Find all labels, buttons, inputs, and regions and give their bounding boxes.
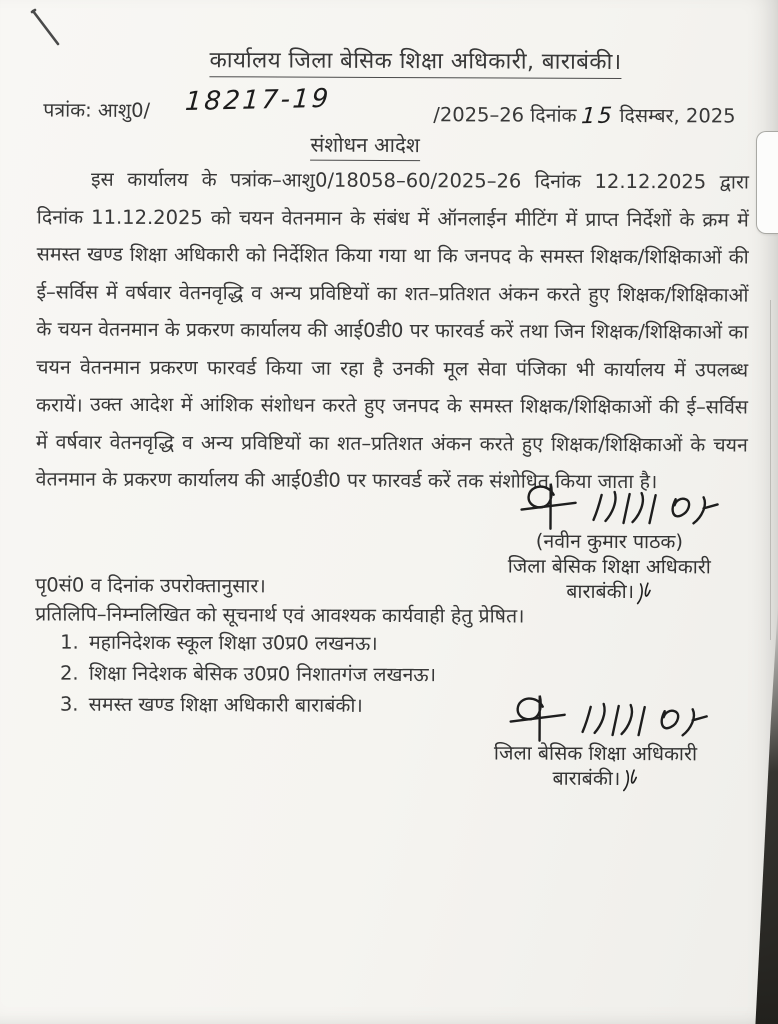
signature-block-2: [460, 688, 730, 793]
recipient-item: 3. समस्त खण्ड शिक्षा अधिकारी बाराबंकी।: [85, 689, 436, 722]
signature-scribble: [477, 476, 741, 529]
scroll-indicator[interactable]: [756, 131, 778, 234]
page-edge-line: [770, 300, 771, 640]
office-header: [71, 43, 759, 77]
body-paragraph-2: उक्त आदेश में आंशिक संशोधन करते हुए जनपद के समस्त शिक्षक/शिक्षिकाओं की ई–सर्विस में वर्षवार वेतनवृद्धि व अन्य प्रविष्टियों का शत–प्रतिशत अंकन करते हुए शिक्षक/शिक्षिकाओं के चयन वेतनमान के प्रकरण कार्यालय की आई0डी0 पर फारवर्ड करें तक संशोधित किया जाता है।: [35, 392, 749, 494]
signatory-place: बाराबंकी।: [566, 579, 635, 604]
letter-day-handwritten: 15: [580, 103, 616, 130]
recipient-item: 1. महानिदेशक स्कूल शिक्षा उ0प्र0 लखनऊ।: [85, 627, 436, 660]
letter-year-segment: /2025–26 दिनांक: [433, 103, 577, 127]
signatory-designation: जिला बेसिक शिक्षा अधिकारी: [493, 741, 698, 766]
office-title: कार्यालय जिला बेसिक शिक्षा अधिकारी, बाराबंकी।: [209, 47, 621, 79]
recipient-list: [57, 627, 437, 722]
letter-month-year: दिसम्बर, 2025: [619, 104, 736, 128]
ink-flourish-icon: [622, 766, 638, 793]
subject-line: [1, 129, 729, 160]
ink-flourish-icon: [636, 579, 652, 606]
letter-date-line: [433, 100, 735, 129]
ref-note: पृ0सं0 व दिनांक उपरोक्तानुसार।: [35, 573, 266, 598]
subject-title: संशोधन आदेश: [310, 133, 420, 161]
letter-number-label: पत्रांक: आशु0/: [43, 98, 151, 122]
signature-scribble: [461, 688, 731, 741]
signatory-designation: जिला बेसिक शिक्षा अधिकारी: [507, 554, 711, 579]
signatory-name: (नवीन कुमार पाठक): [535, 529, 684, 554]
letter-number-handwritten: 18217-19: [184, 83, 332, 117]
recipient-item: 2. शिक्षा निदेशक बेसिक उ0प्र0 निशातगंज लखनऊ।: [85, 658, 436, 691]
signatory-place: बाराबंकी।: [552, 766, 621, 791]
signature-block-1: [477, 476, 742, 606]
body-paragraph-1: इस कार्यालय के पत्रांक–आशु0/18058–60/2025–26 दिनांक 12.12.2025 द्वारा दिनांक 11.12.2025 को चयन वेतनमान के संबंध में ऑनलाईन मीटिंग में प्राप्त निर्देशों के क्रम में समस्त खण्ड शिक्षा अधिकारी को निर्देशित किया गया था कि जनपद के समस्त शिक्षक/शिक्षिकाओं की ई–सर्विस में वर्षवार वेतनवृद्धि व अन्य प्रविष्टियों का शत–प्रतिशत अंकन करते हुए शिक्षक/शिक्षिकाओं के चयन वेतनमान के प्रकरण कार्यालय की आई0डी0 पर फारवर्ड करें तथा जिन शिक्षक/शिक्षिकाओं का चयन वेतनमान प्रकरण फारवर्ड किया जा रहा है उनकी मूल सेवा पंजिका भी कार्यालय में उपलब्ध करायें।: [35, 167, 750, 417]
copy-line: प्रतिलिपि–निम्नलिखित को सूचनार्थ एवं आवश्यक कार्यवाही हेतु प्रेषित।: [35, 602, 525, 628]
